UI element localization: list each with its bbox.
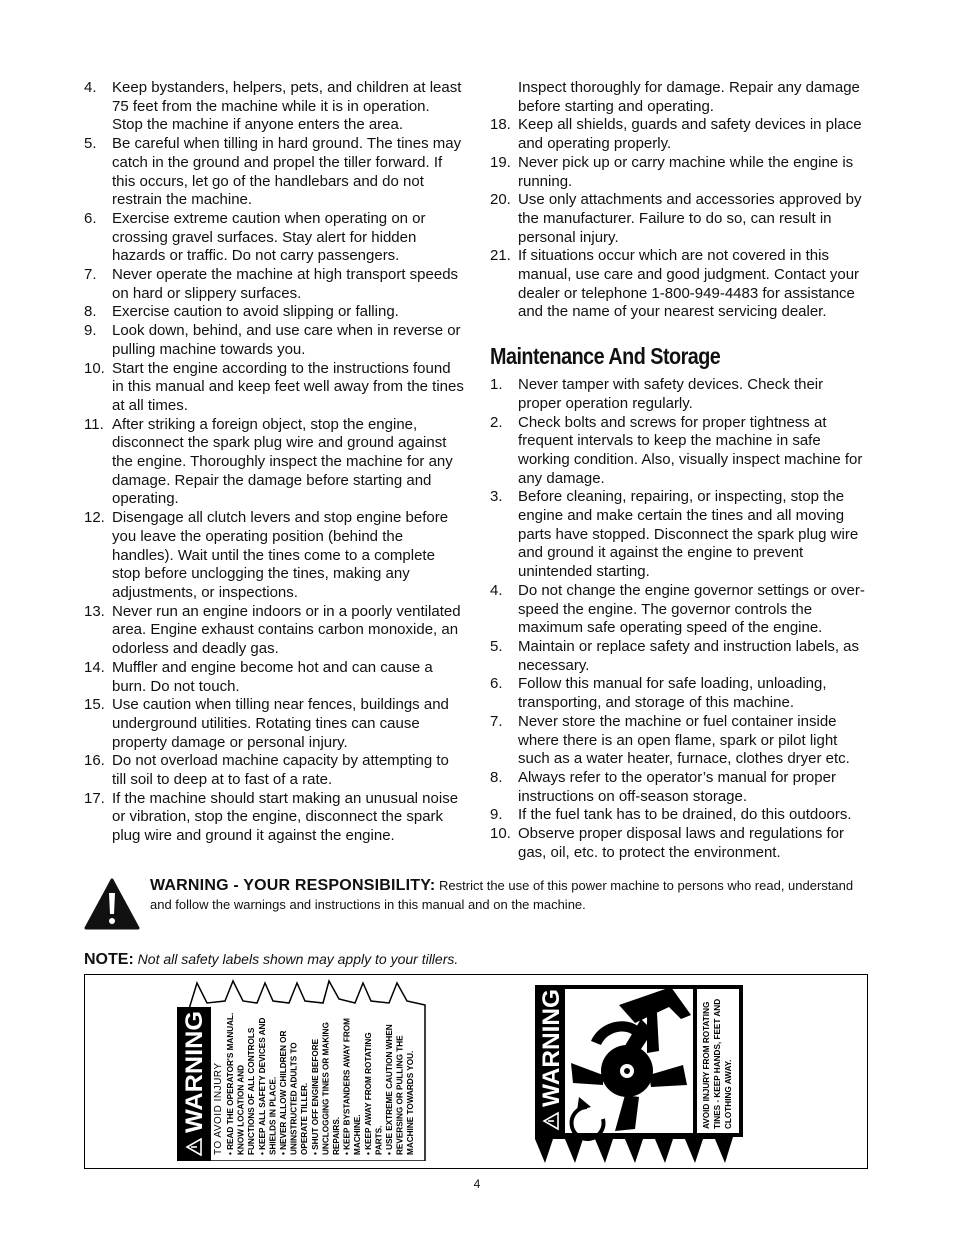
maintenance-list <box>490 376 870 862</box>
page-number: 4 <box>473 1177 481 1191</box>
item-number: 7. <box>490 712 503 730</box>
list-item <box>84 210 464 266</box>
list-item <box>490 376 870 413</box>
label1-line: • SHUT OFF ENGINE BEFORE <box>310 1038 320 1155</box>
item-number: 6. <box>84 209 97 227</box>
item-text: Do not change the engine governor settings or over-speed the engine. The governor controls the maximum safe operating speed of the engine. <box>518 581 865 637</box>
item-number: 10. <box>490 825 511 843</box>
safety-labels-box <box>84 974 868 1169</box>
item-number: 3. <box>490 488 503 506</box>
item-text: Always refer to the operator’s manual for proper instructions on off-season storage. <box>518 768 836 805</box>
item-number: 9. <box>490 806 503 824</box>
label1-line: FUNCTIONS OF ALL CONTROLS <box>247 1027 257 1155</box>
label1-line: • KEEP AWAY FROM ROTATING <box>363 1032 373 1155</box>
item-number: 21. <box>490 247 511 265</box>
item-number: 5. <box>490 637 503 655</box>
item-number: 8. <box>84 303 97 321</box>
item-text: Be careful when tilling in hard ground. The tines may catch in the ground and propel the tiller forward. If this occurs, let go of the handlebars and do not restrain the machine. <box>112 135 462 209</box>
list-item <box>84 266 464 303</box>
list-item <box>84 79 464 135</box>
list-item <box>84 659 464 696</box>
label1-line: • KEEP BYSTANDERS AWAY FROM <box>342 1018 352 1155</box>
list-item <box>490 638 870 675</box>
item-number: 4. <box>84 79 97 96</box>
list-item <box>84 322 464 359</box>
item-text: Never run an engine indoors or in a poorly ventilated area. Engine exhaust contains carbon monoxide, an odorless and deadly gas. <box>112 602 461 658</box>
item-text: Never operate the machine at high transport speeds on hard or slippery surfaces. <box>112 266 459 302</box>
list-item <box>84 696 464 752</box>
warning-triangle-icon <box>84 878 140 930</box>
label2-line: TINES - KEEP HANDS, FEET AND <box>713 998 722 1129</box>
item-text: After striking a foreign object, stop the engine, disconnect the spark plug wire and ground against the engine. Thoroughly inspect the machine for any damage. Repair the damage before starting and operating. <box>112 415 453 508</box>
item-number: 18. <box>490 116 511 134</box>
item-text: Never tamper with safety devices. Check their proper operation regularly. <box>518 376 824 412</box>
label1-line: MACHINE TOWARDS YOU. <box>406 1050 416 1155</box>
left-column <box>84 79 464 846</box>
list-item <box>490 154 870 191</box>
item-number: 20. <box>490 191 511 209</box>
item-text: If situations occur which are not covered in this manual, use care and good judgment. Contact your dealer or telephone 1-800-949-4483 for assistance and the name of your nearest servicing dealer. <box>518 247 860 321</box>
item-text: If the fuel tank has to be drained, do this outdoors. <box>518 806 852 824</box>
list-item <box>84 790 464 846</box>
label1-line: SHIELDS IN PLACE. <box>268 1076 278 1155</box>
item-text: Disengage all clutch levers and stop engine before you leave the operating position (behind the handles). Wait until the tines come to a complete stop before unclogging the tines, making any adjustments, or inspections. <box>112 509 449 601</box>
list-item <box>490 825 870 862</box>
list-item <box>490 806 870 825</box>
label1-line: MACHINE. <box>353 1114 363 1155</box>
item-text: Exercise caution to avoid slipping or falling. <box>112 303 399 321</box>
list-item <box>84 416 464 510</box>
label1-subtitle: TO AVOID INJURY <box>213 1062 224 1155</box>
label2-title: WARNING <box>538 991 565 1107</box>
warning-label-avoid-injury <box>177 979 429 1161</box>
label2-line: AVOID INJURY FROM ROTATING <box>702 1001 711 1129</box>
warning-heading: WARNING - YOUR RESPONSIBILITY: <box>150 877 436 894</box>
item-number: 2. <box>490 413 503 431</box>
safety-rules-list <box>84 79 464 846</box>
list-item <box>490 116 870 153</box>
note-text: Not all safety labels shown may apply to your tillers. <box>137 951 459 967</box>
label1-line: UNINSTRUCTED ADULTS TO <box>289 1042 299 1155</box>
list-item <box>84 360 464 416</box>
right-column <box>490 79 870 862</box>
label1-line: UNCLOGGING TINES OR MAKING <box>321 1022 331 1155</box>
list-item <box>490 675 870 712</box>
item-number: 8. <box>490 768 503 786</box>
label1-line: KNOW LOCATION AND <box>236 1064 246 1155</box>
list-item <box>490 713 870 769</box>
list-item <box>490 247 870 322</box>
label1-line: PARTS. <box>374 1125 384 1155</box>
item-number: 5. <box>84 135 97 153</box>
list-item <box>490 488 870 582</box>
item-text: Look down, behind, and use care when in reverse or pulling machine towards you. <box>112 322 461 358</box>
item-text: Do not overload machine capacity by attempting to till soil to deep at to fast of a rate. <box>112 752 449 789</box>
list-item <box>84 135 464 210</box>
note <box>84 951 458 969</box>
warning-body: Restrict the use of this power machine to persons who read, understand and follow the warnings and instructions in this manual and on the machine. <box>150 878 854 912</box>
label1-line: • USE EXTREME CAUTION WHEN <box>385 1024 394 1155</box>
label1-line: • READ THE OPERATOR'S MANUAL. <box>226 1012 235 1155</box>
list-item <box>490 582 870 638</box>
item-text: Never store the machine or fuel container inside where there is an open flame, spark or pilot light such as a water heater, furnace, clothes dryer etc. <box>518 712 850 768</box>
item-text: Use only attachments and accessories approved by the manufacturer. Failure to do so, can result in personal injury. <box>518 191 862 246</box>
item-number: 1. <box>490 376 503 394</box>
label2-line: CLOTHING AWAY. <box>724 1059 733 1129</box>
item-number: 9. <box>84 322 97 340</box>
item-text: Follow this manual for safe loading, unloading, transporting, and storage of this machine. <box>518 675 827 712</box>
list-item <box>490 769 870 806</box>
item-number: 10. <box>84 359 105 377</box>
item-text: Muffler and engine become hot and can cause a burn. Do not touch. <box>112 658 433 695</box>
maintenance-heading: Maintenance And Storage <box>490 343 721 370</box>
item-text: Check bolts and screws for proper tightness at frequent intervals to keep the machine in safe working condition. Also, visually inspect machine for any damage. <box>518 413 863 487</box>
warning-label-rotating-tines <box>531 979 747 1165</box>
label1-line: REPAIRS. <box>332 1116 341 1155</box>
item-text: Use caution when tilling near fences, buildings and underground utilities. Rotating tines can cause property damage or personal injury. <box>112 696 449 751</box>
item-number: 16. <box>84 752 105 770</box>
warning-text <box>150 876 874 914</box>
item-number: 13. <box>84 602 105 620</box>
list-item <box>84 509 464 603</box>
item-17-continuation: Inspect thoroughly for damage. Repair any damage before starting and operating. <box>518 79 860 115</box>
item-number: 19. <box>490 153 511 171</box>
label1-line: OPERATE TILLER. <box>300 1082 310 1155</box>
item-text: Never pick up or carry machine while the engine is running. <box>518 153 854 190</box>
label1-line: • NEVER ALLOW CHILDREN OR <box>279 1030 288 1155</box>
item-number: 12. <box>84 509 105 527</box>
item-number: 6. <box>490 675 503 693</box>
item-number: 14. <box>84 658 105 676</box>
list-item <box>490 191 870 247</box>
list-item <box>84 603 464 659</box>
item-text: Before cleaning, repairing, or inspecting, stop the engine and make certain the tines and all moving parts have stopped. Disconnect the spark plug wire and ground it against the engine to prevent unintended starting. <box>518 488 859 581</box>
list-item <box>84 752 464 789</box>
item-text: Exercise extreme caution when operating on or crossing gravel surfaces. Stay alert for hidden hazards or traffic. Do not carry passengers. <box>112 209 426 265</box>
item-number: 15. <box>84 696 105 714</box>
item-text: Keep bystanders, helpers, pets, and children at least 75 feet from the machine while it is in operation. Stop the machine if anyone enters the area. <box>112 79 462 134</box>
item-text: Observe proper disposal laws and regulations for gas, oil, etc. to protect the environment. <box>518 825 845 861</box>
item-number: 7. <box>84 266 97 284</box>
item-text: Start the engine according to the instructions found in this manual and keep feet well away from the tines at all times. <box>112 359 464 414</box>
label1-line: • KEEP ALL SAFETY DEVICES AND <box>257 1017 267 1155</box>
list-item <box>84 303 464 322</box>
item-number: 17. <box>84 789 105 807</box>
safety-rules-list-continued <box>490 116 870 322</box>
list-item <box>490 414 870 489</box>
note-label: NOTE: <box>84 951 134 968</box>
item-number: 4. <box>490 581 503 599</box>
label1-title: WARNING <box>181 1017 208 1133</box>
item-number: 11. <box>84 415 104 433</box>
item-text: Keep all shields, guards and safety devices in place and operating properly. <box>518 116 862 153</box>
item-text: Maintain or replace safety and instruction labels, as necessary. <box>518 637 860 674</box>
item-text: If the machine should start making an unusual noise or vibration, stop the engine, disconnect the spark plug wire and ground it against the engine. <box>112 789 459 845</box>
label1-line: REVERSING OR PULLING THE <box>395 1035 405 1155</box>
